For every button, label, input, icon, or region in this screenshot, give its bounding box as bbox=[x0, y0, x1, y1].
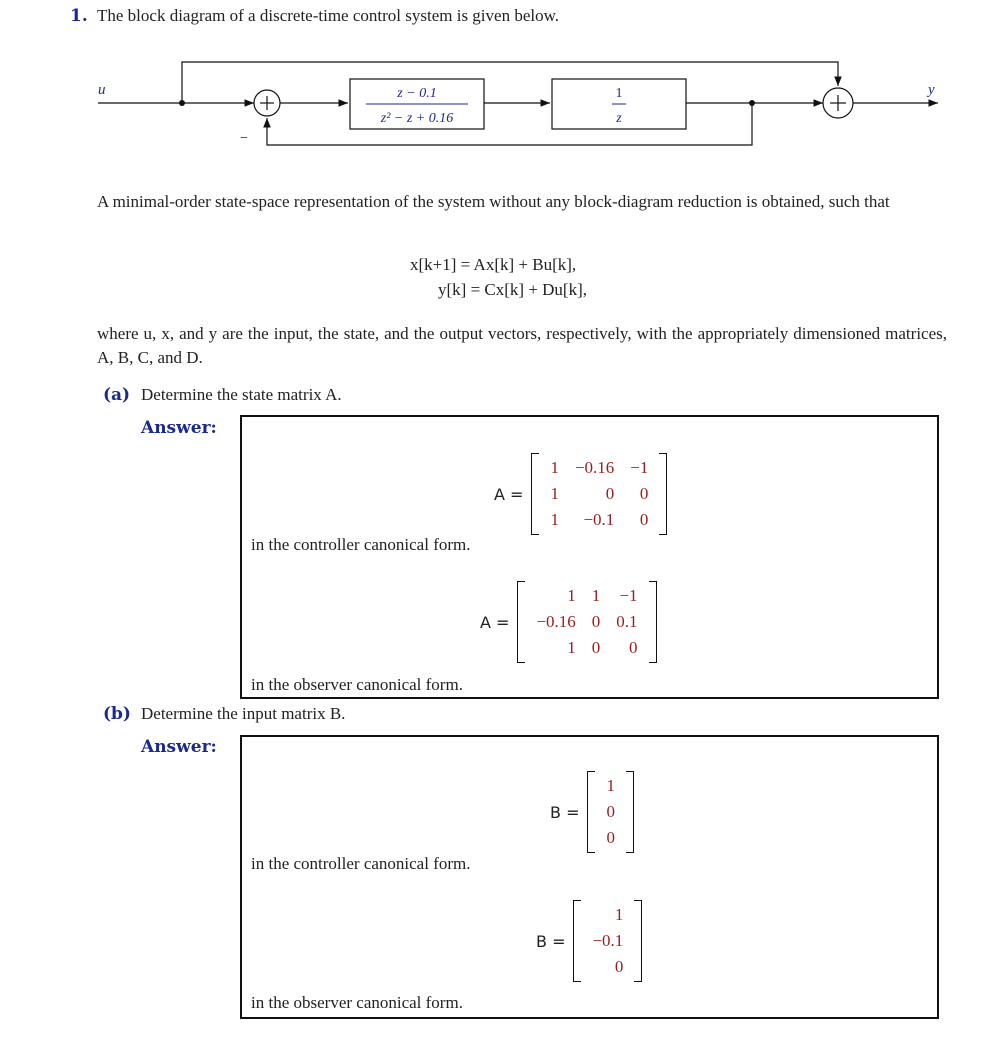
matrix-a-observer-grid bbox=[517, 581, 656, 663]
matrix-cell: 0 bbox=[605, 484, 615, 503]
block-diagram bbox=[90, 50, 950, 160]
part-a-answer-box bbox=[240, 415, 939, 699]
matrix-cell: −0.1 bbox=[583, 510, 615, 529]
question-number: 1. bbox=[70, 6, 88, 26]
matrix-cell: 0 bbox=[639, 484, 649, 503]
matrix-cell: 1 bbox=[614, 905, 624, 924]
block1-denominator: z² − z + 0.16 bbox=[380, 111, 454, 126]
intro-paragraph: A minimal-order state-space representation of the system without any block-diagram reduction is obtained, such that bbox=[97, 192, 890, 211]
matrix-a-observer bbox=[480, 581, 657, 663]
matrix-cell: −0.16 bbox=[574, 458, 615, 477]
part-a-prompt: Determine the state matrix A. bbox=[141, 385, 342, 404]
matrix-cell: 1 bbox=[550, 458, 559, 477]
part-b-label: (b) bbox=[103, 704, 131, 724]
matrix-a-controller bbox=[494, 453, 667, 535]
matrix-b-label: B = bbox=[550, 802, 580, 822]
matrix-cell: −1 bbox=[630, 458, 649, 477]
matrix-cell: 1 bbox=[567, 586, 576, 605]
matrix-cell: 0 bbox=[606, 828, 615, 847]
block2-denominator: z bbox=[616, 111, 622, 126]
matrix-b-controller-grid bbox=[587, 771, 634, 853]
state-equation: x[k+1] = Ax[k] + Bu[k], bbox=[410, 255, 577, 274]
part-b-answer-box bbox=[240, 735, 939, 1019]
matrix-b-observer bbox=[536, 900, 642, 982]
part-a-answer-label: Answer: bbox=[141, 418, 217, 438]
matrix-cell: 0 bbox=[591, 638, 601, 657]
feedforward-path bbox=[182, 62, 838, 103]
matrix-cell: 1 bbox=[591, 586, 601, 605]
minus-sign: − bbox=[240, 131, 248, 146]
output-label: y bbox=[928, 82, 935, 98]
matrix-cell: 0 bbox=[629, 638, 638, 657]
question-text: The block diagram of a discrete-time control system is given below. bbox=[97, 6, 560, 25]
matrix-cell: 0 bbox=[639, 510, 649, 529]
matrix-b-observer-grid bbox=[573, 900, 642, 982]
matrix-b-label-2: B = bbox=[536, 931, 566, 951]
input-label: u bbox=[98, 82, 106, 98]
matrix-cell: 1 bbox=[550, 484, 559, 503]
output-equation: y[k] = Cx[k] + Du[k], bbox=[438, 280, 588, 299]
part-a-caption-observer: in the observer canonical form. bbox=[251, 675, 463, 694]
matrix-cell: −0.1 bbox=[592, 931, 624, 950]
block2-numerator: 1 bbox=[615, 86, 623, 101]
matrix-cell: −1 bbox=[619, 586, 638, 605]
block1-numerator: z − 0.1 bbox=[397, 86, 437, 101]
matrix-cell: 0 bbox=[614, 957, 624, 976]
part-a-caption-controller: in the controller canonical form. bbox=[251, 535, 471, 554]
part-a-label: (a) bbox=[103, 385, 131, 405]
matrix-cell: 1 bbox=[606, 776, 615, 795]
matrix-cell: 0 bbox=[606, 802, 615, 821]
matrix-b-controller bbox=[550, 771, 634, 853]
matrix-cell: −0.16 bbox=[536, 612, 576, 631]
part-b-caption-controller: in the controller canonical form. bbox=[251, 854, 471, 873]
matrix-cell: 0.1 bbox=[616, 612, 638, 631]
matrix-cell: 1 bbox=[567, 638, 576, 657]
part-b-caption-observer: in the observer canonical form. bbox=[251, 993, 463, 1012]
matrix-a-label-2: A = bbox=[480, 612, 510, 632]
matrix-cell: 0 bbox=[591, 612, 601, 631]
matrix-a-label: A = bbox=[494, 484, 524, 504]
matrix-a-controller-grid bbox=[531, 453, 667, 535]
part-b-prompt: Determine the input matrix B. bbox=[141, 704, 346, 723]
matrix-cell: 1 bbox=[550, 510, 559, 529]
where-paragraph: where u, x, and y are the input, the state, and the output vectors, respectively, with the appropriately dimensioned matrices, A, B, C, and D. bbox=[97, 324, 947, 367]
part-b-answer-label: Answer: bbox=[141, 737, 217, 757]
